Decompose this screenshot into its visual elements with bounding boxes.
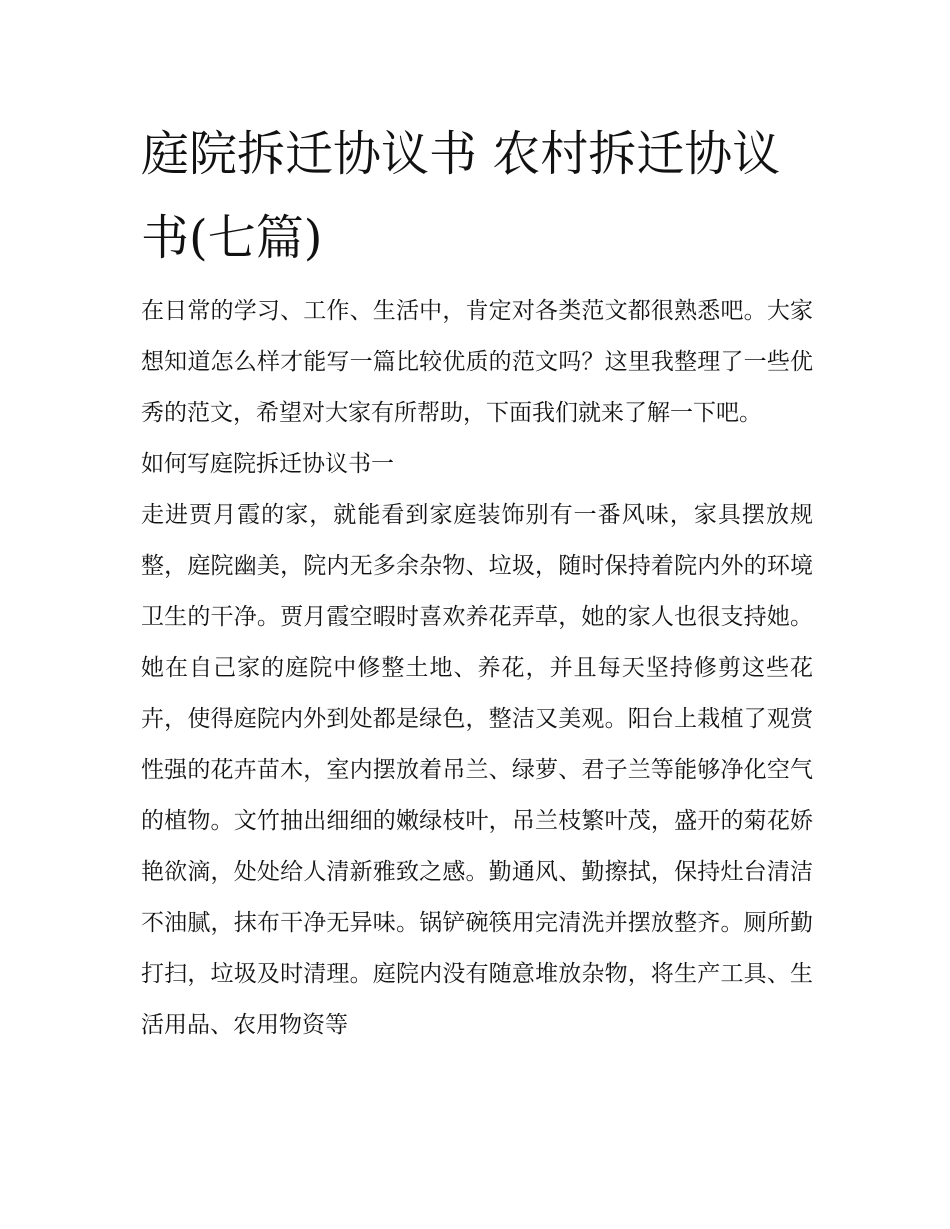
body-paragraph: 走进贾月霞的家，就能看到家庭装饰别有一番风味，家具摆放规整，庭院幽美，院内无多余杂物、垃圾，随时保持着院内外的环境卫生的干净。贾月霞空暇时喜欢养花弄草，她的家人也很支持她。她在自己家的庭院中修整土地、养花，并且每天坚持修剪这些花卉，使得庭院内外到处都是绿色，整洁又美观。阳台上栽植了观赏性强的花卉苗木，室内摆放着吊兰、绿萝、君子兰等能够净化空气的植物。文竹抽出细细的嫩绿枝叶，吊兰枝繁叶茂，盛开的菊花娇艳欲滴，处处给人清新雅致之感。勤通风、勤擦拭，保持灶台清洁不油腻，抹布干净无异味。锅铲碗筷用完清洗并摆放整齐。厕所勤打扫，垃圾及时清理。庭院内没有随意堆放杂物，将生产工具、生活用品、农用物资等 [141,502,813,1038]
document-title: 庭院拆迁协议书 农村拆迁协议书(七篇) [141,126,781,266]
document-body [141,286,813,1051]
document-content [141,112,813,1051]
intro-paragraph: 在日常的学习、工作、生活中，肯定对各类范文都很熟悉吧。大家想知道怎么样才能写一篇比较优质的范文吗？这里我整理了一些优秀的范文，希望对大家有所帮助，下面我们就来了解一下吧。 [141,298,813,426]
section-heading: 如何写庭院拆迁协议书一 [141,451,394,477]
